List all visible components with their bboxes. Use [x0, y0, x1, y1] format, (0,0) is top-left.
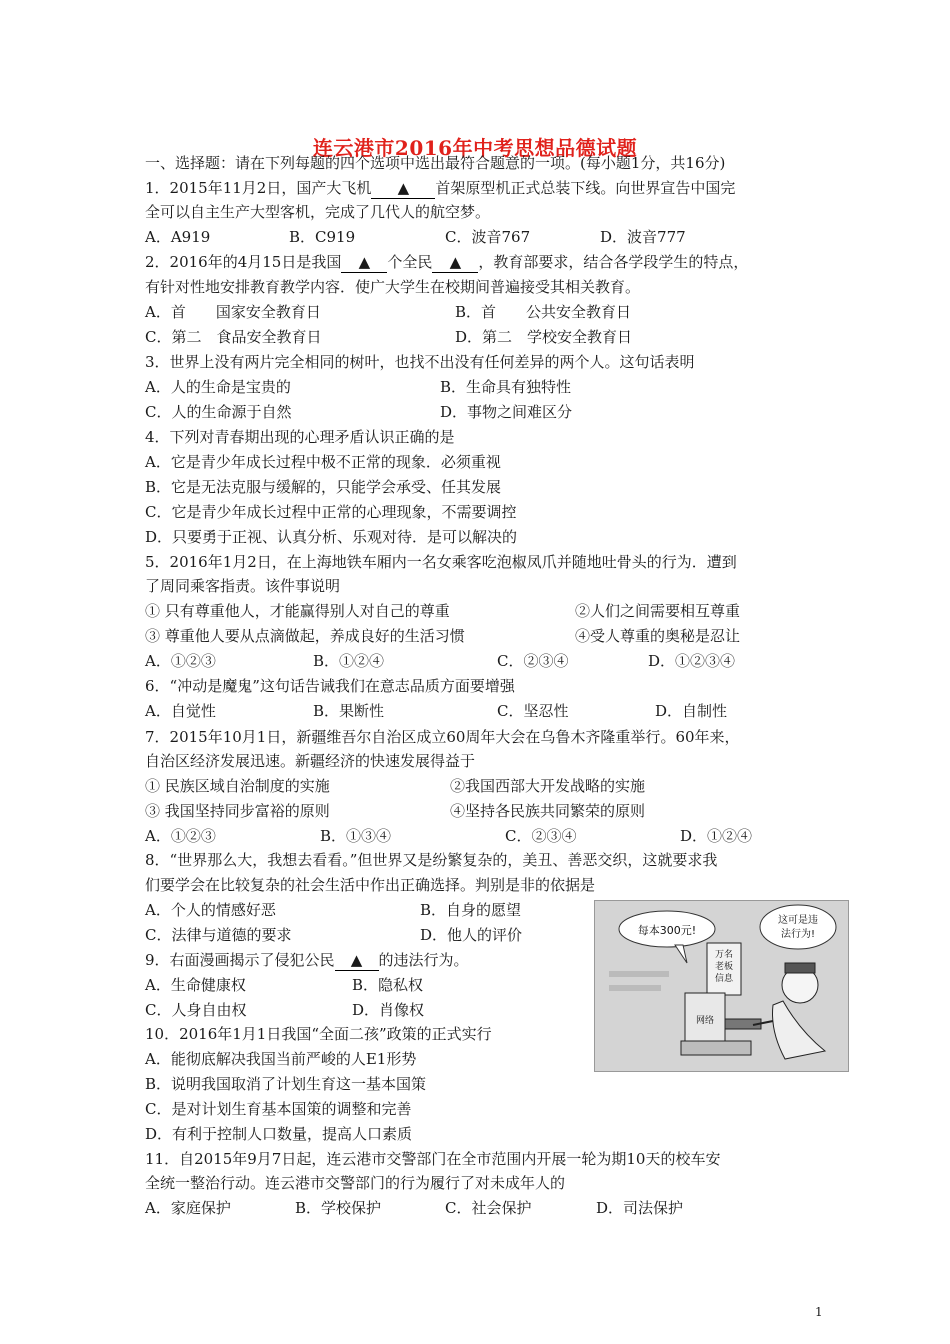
q7-statement-3: ③ 我国坚持同步富裕的原则 [145, 802, 330, 820]
q5-option-a[interactable]: A．①②③ [145, 652, 216, 670]
q2-option-b[interactable]: B．首 公共安全教育日 [455, 303, 632, 321]
q7-option-c[interactable]: C．②③④ [505, 827, 577, 845]
q5-statement-2: ②人们之间需要相互尊重 [575, 602, 741, 620]
q9-option-c[interactable]: C．人身自由权 [145, 1001, 247, 1019]
book-text-2: 老板 [714, 962, 734, 972]
q7-option-a[interactable]: A．①②③ [145, 827, 216, 845]
q9-option-b[interactable]: B．隐私权 [352, 976, 424, 994]
q2-option-d[interactable]: D．第二 学校安全教育日 [455, 328, 633, 346]
q10-option-a[interactable]: A．能彻底解决我国当前严峻的人E1形势 [145, 1050, 417, 1068]
q4-option-b[interactable]: B．它是无法克服与缓解的，只能学会承受、任其发展 [145, 478, 502, 496]
q2-option-c[interactable]: C．第二 食品安全教育日 [145, 328, 322, 346]
cartoon-illustration [594, 900, 849, 1072]
q7-statement-4: ④坚持各民族共同繁荣的原则 [450, 802, 646, 820]
bubble-right-text-2: 法行为! [780, 929, 816, 940]
q3-option-d[interactable]: D．事物之间难区分 [440, 403, 573, 421]
q5-option-d[interactable]: D．①②③④ [648, 652, 736, 670]
q7-option-d[interactable]: D．①②④ [680, 827, 753, 845]
q1-option-c[interactable]: C．波音767 [445, 228, 531, 246]
q1-option-d[interactable]: D．波音777 [600, 228, 686, 246]
q4-option-a[interactable]: A．它是青少年成长过程中极不正常的现象．必须重视 [145, 453, 501, 471]
q11-option-a[interactable]: A．家庭保护 [145, 1199, 231, 1217]
answer-blank: ▲ [335, 950, 379, 971]
answer-blank: ▲ [371, 178, 435, 199]
q7-statement-2: ②我国西部大开发战略的实施 [450, 777, 646, 795]
q8-option-d[interactable]: D．他人的评价 [420, 926, 523, 944]
q11-option-b[interactable]: B．学校保护 [295, 1199, 382, 1217]
bubble-right-text-1: 这可是违 [778, 915, 818, 926]
q4-option-d[interactable]: D．只要勇于正视、认真分析、乐观对待．是可以解决的 [145, 528, 518, 546]
q3-option-c[interactable]: C．人的生命源于自然 [145, 403, 292, 421]
question-6-line-1: 6．“冲动是魔鬼”这句话告诫我们在意志品质方面要增强 [145, 677, 515, 695]
q2-option-a[interactable]: A．首 国家安全教育日 [145, 303, 321, 321]
q4-option-c[interactable]: C．它是青少年成长过程中正常的心理现象，不需要调控 [145, 503, 517, 521]
bubble-left-text: 每本300元! [637, 924, 697, 937]
question-11-line-2: 全统一整治行动。连云港市交警部门的行为履行了对未成年人的 [145, 1174, 566, 1192]
q6-option-a[interactable]: A．自觉性 [145, 702, 216, 720]
question-8-line-1: 8．“世界那么大，我想去看看。”但世界又是纷繁复杂的，美丑、善恶交织，这就要求我 [145, 851, 718, 869]
question-5-line-2: 了周同乘客指责。该件事说明 [145, 577, 341, 595]
page-title: 连云港市2016年中考思想品德试题 [312, 136, 638, 160]
question-8-line-2: 们要学会在比较复杂的社会生活中作出正确选择。判别是非的依据是 [145, 876, 596, 894]
q9-option-d[interactable]: D．肖像权 [352, 1001, 425, 1019]
speech-bubble-right [760, 905, 836, 949]
question-2-line-1: 2．2016年的4月15日是我国 ▲ 个全民 ▲ ，教育部要求，结合各学段学生的特点， [145, 253, 749, 271]
question-3-line-1: 3．世界上没有两片完全相同的树叶，也找不出没有任何差异的两个人。这句话表明 [145, 353, 695, 371]
q10-option-b[interactable]: B．说明我国取消了计划生育这一基本国策 [145, 1075, 427, 1093]
q5-statement-1: ① 只有尊重他人，才能赢得别人对自己的尊重 [145, 602, 450, 620]
q3-option-a[interactable]: A．人的生命是宝贵的 [145, 378, 291, 396]
question-7-line-2: 自治区经济发展迅速。新疆经济的快速发展得益于 [145, 752, 476, 770]
q11-option-c[interactable]: C．社会保护 [445, 1199, 532, 1217]
question-1-line-2: 全可以自主生产大型客机，完成了几代人的航空梦。 [145, 203, 491, 221]
q5-statement-3: ③ 尊重他人要从点滴做起，养成良好的生活习惯 [145, 627, 465, 645]
question-7-line-1: 7．2015年10月1日，新疆维吾尔自治区成立60周年大会在乌鲁木齐隆重举行。60年来， [145, 728, 740, 746]
q11-option-d[interactable]: D．司法保护 [596, 1199, 684, 1217]
q8-option-a[interactable]: A．个人的情感好恶 [145, 901, 276, 919]
q6-option-d[interactable]: D．自制性 [655, 702, 728, 720]
q1-option-a[interactable]: A．A919 [145, 228, 211, 246]
q6-option-c[interactable]: C．坚忍性 [497, 702, 569, 720]
answer-blank: ▲ [341, 252, 387, 273]
q10-option-d[interactable]: D．有利于控制人口数量，提高人口素质 [145, 1125, 413, 1143]
q5-option-c[interactable]: C．②③④ [497, 652, 569, 670]
q5-option-b[interactable]: B．①②④ [313, 652, 385, 670]
q8-option-c[interactable]: C．法律与道德的要求 [145, 926, 292, 944]
q3-option-b[interactable]: B．生命具有独特性 [440, 378, 572, 396]
answer-blank: ▲ [432, 252, 478, 273]
question-4-line-1: 4．下列对青春期出现的心理矛盾认识正确的是 [145, 428, 455, 446]
book-text-1: 万名 [714, 950, 734, 960]
q1-option-b[interactable]: B．C919 [289, 228, 356, 246]
q9-option-a[interactable]: A．生命健康权 [145, 976, 246, 994]
monitor-text: 网络 [695, 1016, 715, 1026]
question-1-line-1: 1．2015年11月2日，国产大飞机 ▲ 首架原型机正式总装下线。向世界宣告中国完 [145, 179, 736, 197]
question-10-line-1: 10．2016年1月1日我国“全面二孩”政策的正式实行 [145, 1025, 492, 1043]
book-text-3: 信息 [714, 974, 734, 984]
q10-option-c[interactable]: C．是对计划生育基本国策的调整和完善 [145, 1100, 412, 1118]
section-heading: 一、选择题：请在下列每题的四个选项中选出最符合题意的一项。(每小题1分，共16分) [145, 154, 726, 172]
cartoon-drawing [595, 901, 848, 1071]
question-2-line-2: 有针对性地安排教育教学内容．使广大学生在校期间普遍接受其相关教育。 [145, 278, 641, 296]
question-11-line-1: 11．自2015年9月7日起，连云港市交警部门在全市范围内开展一轮为期10天的校车安 [145, 1150, 721, 1168]
q7-statement-1: ① 民族区域自治制度的实施 [145, 777, 330, 795]
question-5-line-1: 5．2016年1月2日，在上海地铁车厢内一名女乘客吃泡椒凤爪并随地吐骨头的行为．遭到 [145, 553, 737, 571]
page-number: 1 [815, 1305, 823, 1319]
q8-option-b[interactable]: B．自身的愿望 [420, 901, 522, 919]
question-9-line-1: 9．右面漫画揭示了侵犯公民 ▲ 的违法行为。 [145, 951, 469, 969]
q5-statement-4: ④受人尊重的奥秘是忍让 [575, 627, 741, 645]
q7-option-b[interactable]: B．①③④ [320, 827, 392, 845]
q6-option-b[interactable]: B．果断性 [313, 702, 385, 720]
